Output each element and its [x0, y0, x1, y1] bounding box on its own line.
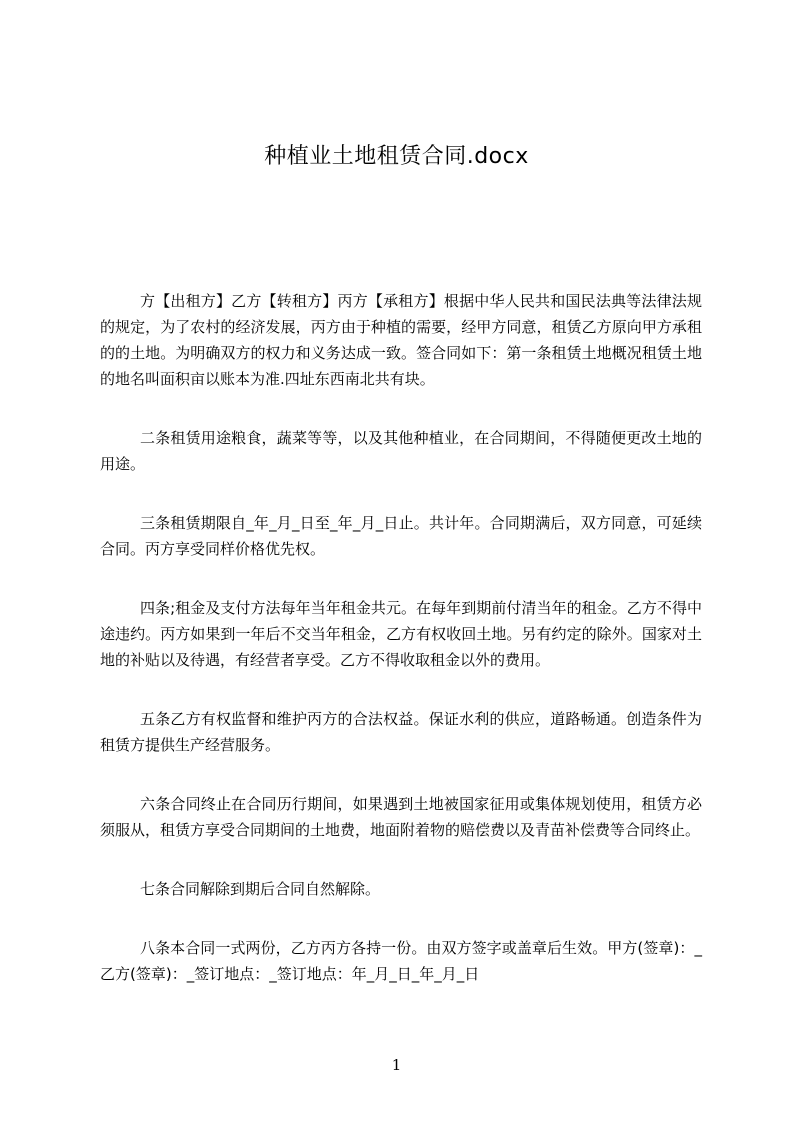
- document-body: [100, 288, 702, 1020]
- paragraph-5: 五条乙方有权监督和维护丙方的合法权益。保证水利的供应，道路畅通。创造条件为租赁方提供生产经营服务。: [100, 710, 702, 754]
- paragraph-8: 八条本合同一式两份，乙方丙方各持一份。由双方签字或盖章后生效。甲方(签章)：_乙方(签章)：_签订地点：_签订地点：年_月_日_年_月_日: [100, 939, 702, 983]
- document-title: 种植业土地租赁合同.docx: [264, 144, 529, 169]
- paragraph-4: 四条;租金及支付方法每年当年租金共元。在每年到期前付清当年的租金。乙方不得中途违约。丙方如果到一年后不交当年租金，乙方有权收回土地。另有约定的除外。国家对土地的补贴以及待遇，有经营者享受。乙方不得收取租金以外的费用。: [100, 599, 702, 669]
- page-number: 1: [391, 1056, 402, 1074]
- paragraph-1: 方【出租方】乙方【转租方】丙方【承租方】根据中华人民共和国民法典等法律法规的规定，为了农村的经济发展，丙方由于种植的需要，经甲方同意，租赁乙方原向甲方承租的的土地。为明确双方的权力和义务达成一致。签合同如下：第一条租赁土地概况租赁土地的地名叫面积亩以账本为准.四址东西南北共有块。: [100, 292, 702, 388]
- paragraph-2: 二条租赁用途粮食，蔬菜等等，以及其他种植业，在合同期间，不得随便更改土地的用途。: [100, 429, 702, 473]
- paragraph-7: 七条合同解除到期后合同自然解除。: [140, 880, 381, 898]
- paragraph-6: 六条合同终止在合同历行期间，如果遇到土地被国家征用或集体规划使用，租赁方必须服从，租赁方享受合同期间的土地费，地面附着物的赔偿费以及青苗补偿费等合同终止。: [100, 795, 702, 839]
- paragraph-3: 三条租赁期限自_年_月_日至_年_月_日止。共计年。合同期满后，双方同意，可延续合同。丙方享受同样价格优先权。: [100, 514, 702, 558]
